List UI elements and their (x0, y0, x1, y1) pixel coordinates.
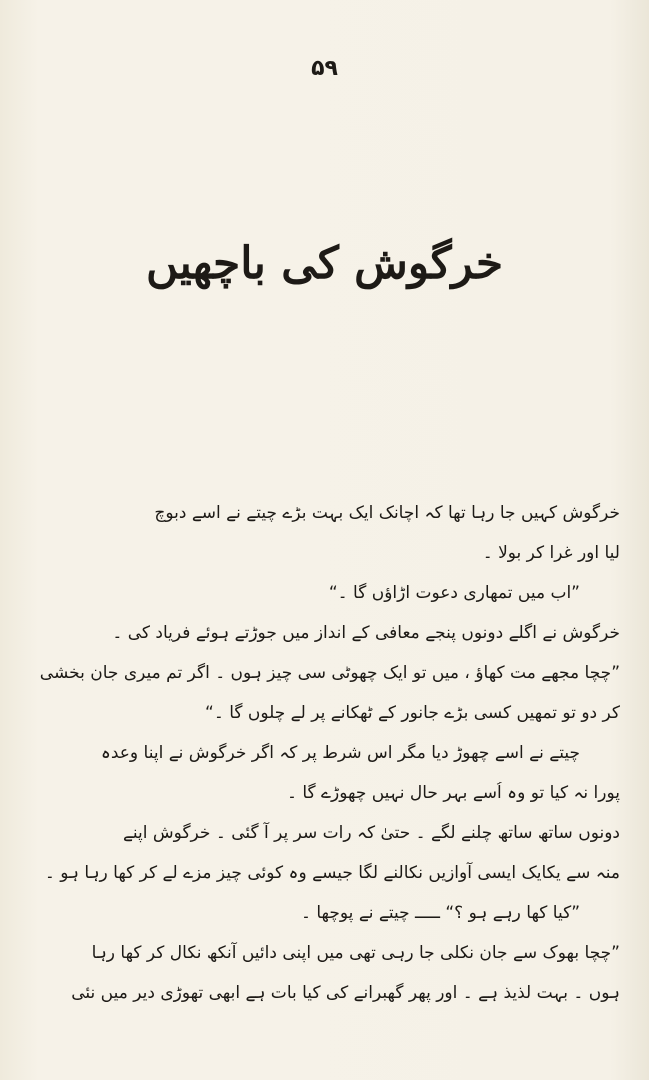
text-line: ”چچا مجھے مت کھاؤ ، میں تو ایک چھوٹی سی چیز ہوں ۔ اگر تم میری جان بخشی (40, 663, 620, 683)
text-line: پورا نہ کیا تو وہ اُسے بہر حال نہیں چھوڑے گا ۔ (286, 783, 620, 803)
text-line: لیا اور غرا کر بولا ۔ (482, 543, 620, 563)
text-line: چیتے نے اسے چھوڑ دیا مگر اس شرط پر کہ اگر خرگوش نے اپنا وعدہ (100, 743, 580, 763)
text-line: منہ سے یکایک ایسی آوازیں نکالنے لگا جیسے وہ کوئی چیز مزے لے کر کھا رہا ہو ۔ (44, 863, 620, 883)
text-line: ”چچا بھوک سے جان نکلی جا رہی تھی میں اپنی دائیں آنکھ نکال کر کھا رہا (91, 943, 620, 963)
story-body (40, 502, 620, 1022)
text-line: خرگوش کہیں جا رہا تھا کہ اچانک ایک بہت بڑے چیتے نے اسے دبوچ (154, 503, 620, 523)
text-line: دونوں ساتھ ساتھ چلنے لگے ۔ حتیٰ کہ رات سر پر آ گئی ۔ خرگوش اپنے (122, 823, 620, 843)
page-number: ۵۹ (311, 56, 338, 81)
text-line: خرگوش نے اگلے دونوں پنجے معافی کے انداز میں جوڑتے ہوئے فریاد کی ۔ (112, 623, 620, 643)
text-line: کر دو تو تمھیں کسی بڑے جانور کے ٹھکانے پر لے چلوں گا ۔“ (205, 703, 620, 723)
text-line: ”کیا کھا رہے ہو ؟“ ـــــ چیتے نے پوچھا ۔ (301, 903, 580, 923)
story-title: خرگوش کی باچھیں (145, 238, 504, 289)
text-line: ہوں ۔ بہت لذیذ ہے ۔ اور پھر گھبرانے کی کیا بات ہے ابھی تھوڑی دیر میں نئی (71, 983, 620, 1003)
text-line: ”اب میں تمھاری دعوت اڑاؤں گا ۔“ (328, 583, 580, 603)
